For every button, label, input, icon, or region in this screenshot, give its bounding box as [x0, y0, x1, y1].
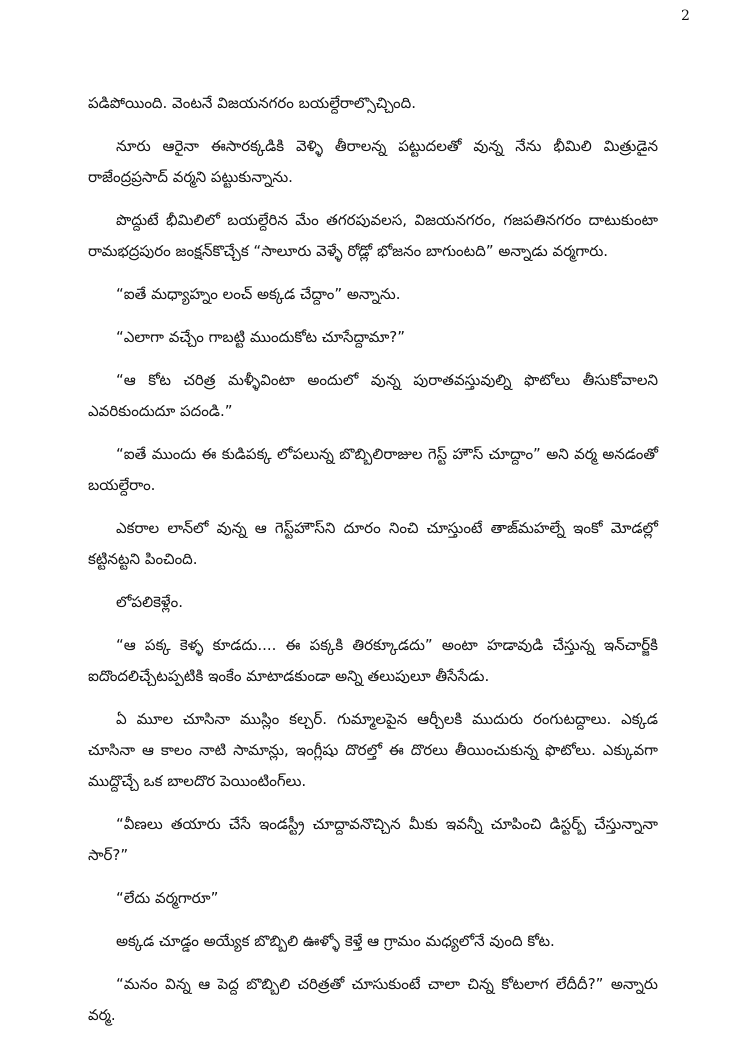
paragraph: “వీణలు తయారు చేసే ఇండస్ట్రీ చూద్దావనొచ్చిన మీకు ఇవన్నీ చూపించి డిస్టర్బ్ చేస్తున్నానా సార్?”	[88, 815, 658, 864]
paragraph: లోపలికెళ్లేం.	[116, 593, 183, 611]
paragraph: ఎకరాల లాన్‌లో వున్న ఆ గెస్ట్‌హౌస్‌ని దూరం నించి చూస్తుంటే తాజ్‌మహల్నే ఇంకో మోడల్లో కట్టినట్టని పించింది.	[88, 519, 658, 568]
paragraph: పొద్దుటే భీమిలిలో బయల్దేరిన మేం తగరపువలస, విజయనగరం, గజపతినగరం దాటుకుంటా రామభద్రపురం జంక్షన్‌కొచ్చేక “సాలూరు వెళ్ళే రోడ్లో భోజనం బాగుంటది” అన్నాడు వర్మగారు.	[88, 211, 658, 260]
paragraph: అక్కడ చూడ్డం అయ్యేక బొబ్బిలి ఊళ్ళో కెళ్తే ఆ గ్రామం మధ్యలోనే వుంది కోట.	[116, 932, 555, 950]
paragraph: నూరు ఆరైనా ఈసారక్కడికి వెళ్ళి తీరాలన్న పట్టుదలతో వున్న నేను భీమిలి మిత్రుడైన రాజేంద్రప్రసాద్ వర్మని పట్టుకున్నాను.	[88, 137, 658, 186]
page-number: 2	[681, 8, 690, 24]
paragraph: ఏ మూల చూసినా ముస్లిం కల్చర్. గుమ్మాలపైన ఆర్చీలకి ముదురు రంగుటద్దాలు. ఎక్కడ చూసినా ఆ కాలం నాటి సామాన్లు, ఇంగ్లీషు దొరల్తో ఈ దొరలు తీయించుకున్న ఫొటోలు. ఎక్కువగా ముద్దొచ్చే ఒక బాలదొర పెయింటింగ్‌లు.	[88, 710, 658, 790]
paragraph: “లేదు వర్మగారూ”	[116, 889, 219, 907]
paragraph: “ఐతే మధ్యాహ్నం లంచ్ అక్కడ చేద్దాం” అన్నాను.	[116, 285, 401, 303]
document-body	[88, 88, 658, 1043]
paragraph: “ఎలాగా వచ్చేం గాబట్టి ముందుకోట చూసేద్దామా?”	[116, 328, 406, 346]
paragraph: పడిపోయింది. వెంటనే విజయనగరం బయల్దేరాల్సొచ్చింది.	[88, 94, 416, 112]
paragraph: “ఆ కోట చరిత్ర మళ్ళీవింటా అందులో వున్న పురాతవస్తువుల్ని ఫొటోలు తీసుకోవాలని ఎవరికుందుదూ పదండి.”	[88, 371, 658, 420]
paragraph: “మనం విన్న ఆ పెద్ద బొబ్బిలి చరిత్రతో చూసుకుంటే చాలా చిన్న కోటలాగ లేదీదీ?” అన్నారు వర్మ.	[88, 975, 658, 1024]
paragraph: “ఐతే ముందు ఈ కుడిపక్క లోపలున్న బొబ్బిలిరాజుల గెస్ట్ హౌస్ చూద్దాం” అని వర్మ అనడంతో బయల్దేరాం.	[88, 445, 658, 494]
paragraph: “ఆ పక్క కెళ్ళ కూడదు.... ఈ పక్కకి తిరక్కూడదు” అంటా హడావుడి చేస్తున్న ఇన్‌చార్జ్‌కి ఐదొందలిచ్చేటప్పటికి ఇంకేం మాటాడకుండా అన్ని తలుపులూ తీసేసేడు.	[88, 636, 658, 685]
